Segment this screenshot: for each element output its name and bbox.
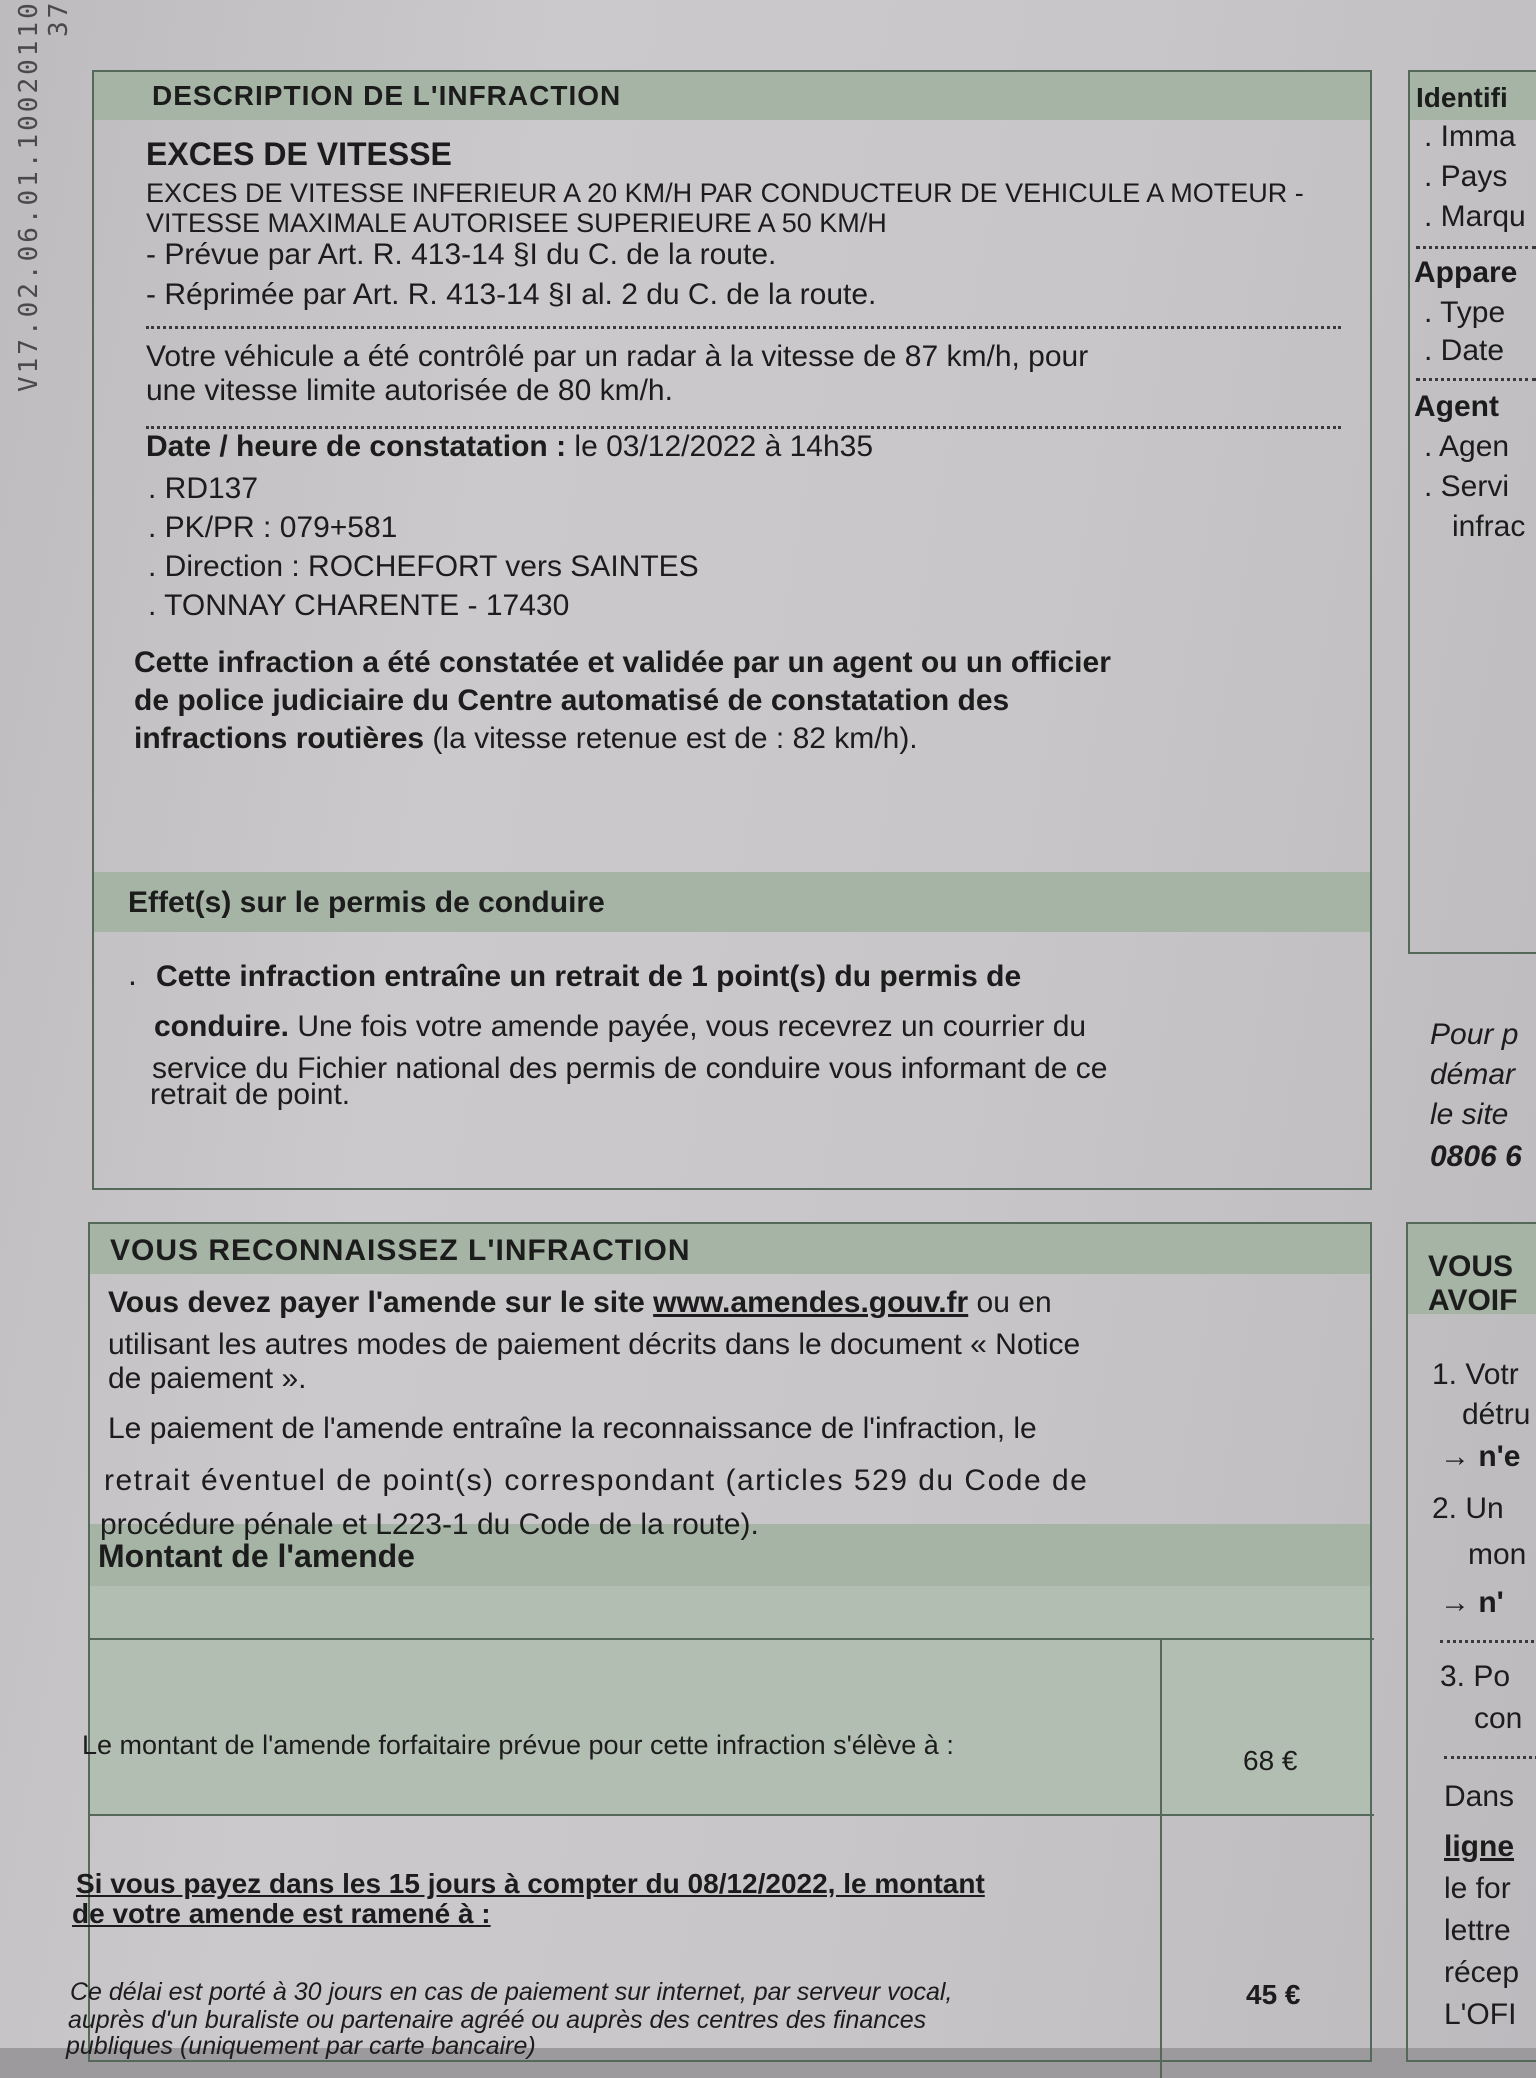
contest-header-2: AVOIF <box>1428 1284 1518 1317</box>
legal-line-3: procédure pénale et L223-1 du Code de la route). <box>100 1508 759 1541</box>
radar-line-1: Votre véhicule a été contrôlé par un radar à la vitesse de 87 km/h, pour <box>146 340 1089 373</box>
location-direction: . Direction : ROCHEFORT vers SAINTES <box>148 550 699 583</box>
contest-header-bar <box>1408 1224 1536 1317</box>
permis-line-3: service du Fichier national des permis de conduire vous informant de ce <box>152 1052 1108 1085</box>
ofi-text: L'OFI <box>1444 1998 1517 2031</box>
row-divider-top <box>90 1638 1374 1640</box>
service-item: . Servi <box>1424 470 1510 503</box>
article-prevue: - Prévue par Art. R. 413-14 §I du C. de la route. <box>146 238 777 271</box>
validation-rest: (la vitesse retenue est de : 82 km/h). <box>424 722 918 755</box>
permis-line-2-rest: Une fois votre amende payée, vous recevrez un courrier du <box>289 1010 1087 1043</box>
contest-item-3: 3. Po <box>1440 1660 1511 1693</box>
reconnaissance-header-bar <box>90 1224 1370 1274</box>
permis-bullet: . <box>128 956 137 992</box>
contest-item-3-cont: con <box>1474 1702 1523 1735</box>
right-divider-2 <box>1416 378 1536 381</box>
reconnaissance-header: VOUS RECONNAISSEZ L'INFRACTION <box>110 1234 691 1267</box>
infraction-subtitle-2: VITESSE MAXIMALE AUTORISEE SUPERIEURE A 50 KM/H <box>146 208 887 238</box>
site-text: le site <box>1430 1098 1509 1131</box>
appareil-heading: Appare <box>1414 256 1518 289</box>
delay-line-2: auprès d'un buraliste ou partenaire agréé ou auprès des centres des finances <box>68 2006 927 2034</box>
date-value: le 03/12/2022 à 14h35 <box>566 430 874 463</box>
minore-line-2: de votre amende est ramené à : <box>72 1898 491 1929</box>
contest-item-2: 2. Un <box>1432 1492 1504 1525</box>
permis-header: Effet(s) sur le permis de conduire <box>128 886 605 919</box>
permis-line-4: retrait de point. <box>150 1078 351 1111</box>
payment-line-3: de paiement ». <box>108 1362 307 1395</box>
location-road: . RD137 <box>148 472 259 505</box>
demarche-text: démar <box>1430 1058 1516 1091</box>
contest-arrow-1: → n'e <box>1440 1440 1521 1473</box>
location-commune: . TONNAY CHARENTE - 17430 <box>148 589 570 622</box>
article-reprimee: - Réprimée par Art. R. 413-14 §I al. 2 du C. de la route. <box>146 278 877 311</box>
margin-reference-code: V17.02.06.01.10020110 37 <box>14 0 74 392</box>
validation-line-1: Cette infraction a été constatée et validée par un agent ou un officier <box>134 646 1111 679</box>
payment-line-2: utilisant les autres modes de paiement décrits dans le document « Notice <box>108 1328 1081 1361</box>
date-heure-constatation <box>146 430 873 464</box>
right-divider-1 <box>1416 246 1536 249</box>
divider-2 <box>146 426 1341 429</box>
agent-item: . Agen <box>1424 430 1510 463</box>
phone-text: 0806 6 <box>1430 1140 1522 1173</box>
contest-item-2-cont: mon <box>1468 1538 1527 1571</box>
agent-heading: Agent <box>1414 390 1499 423</box>
infraction-subtitle-1: EXCES DE VITESSE INFERIEUR A 20 KM/H PAR CONDUCTEUR DE VEHICULE A MOTEUR - <box>146 178 1304 208</box>
identification-header: Identifi <box>1416 82 1508 113</box>
contest-item-1-cont: détru <box>1462 1398 1531 1431</box>
identification-header-bar <box>1410 72 1536 120</box>
lettre-text: lettre <box>1444 1914 1511 1947</box>
permis-header-bar <box>94 872 1370 932</box>
infraction-title: EXCES DE VITESSE <box>146 136 452 172</box>
infraction-item: infrac <box>1452 510 1526 543</box>
legal-line-1: Le paiement de l'amende entraîne la reconnaissance de l'infraction, le <box>108 1412 1037 1445</box>
minore-amount: 45 € <box>1246 1979 1301 2010</box>
forfait-row <box>90 1586 1370 1814</box>
ligne-text: ligne <box>1444 1830 1515 1863</box>
amount-column-divider <box>1160 1638 1162 2078</box>
legal-line-2: retrait éventuel de point(s) correspondant (articles 529 du Code de <box>104 1464 1089 1497</box>
formulaire-text: le for <box>1444 1872 1511 1905</box>
permis-line-2 <box>154 1010 1086 1044</box>
forfait-label: Le montant de l'amende forfaitaire prévue pour cette infraction s'élève à : <box>82 1730 954 1760</box>
delay-line-1: Ce délai est porté à 30 jours en cas de paiement sur internet, par serveur vocal, <box>70 1978 953 2006</box>
description-header: DESCRIPTION DE L'INFRACTION <box>152 80 622 111</box>
forfait-amount: 68 € <box>1243 1745 1298 1776</box>
radar-line-2: une vitesse limite autorisée de 80 km/h. <box>146 374 673 407</box>
validation-line-3 <box>134 722 918 756</box>
payment-bold: Vous devez payer l'amende sur le site <box>108 1286 654 1319</box>
contest-arrow-2: → n' <box>1440 1586 1504 1619</box>
contest-header-1: VOUS <box>1428 1250 1514 1283</box>
permis-line-2-bold: conduire. <box>154 1010 290 1043</box>
validation-line-2: de police judiciaire du Centre automatisé de constatation des <box>134 684 1010 717</box>
immat-item: . Imma <box>1424 120 1516 153</box>
pays-item: . Pays <box>1424 160 1508 193</box>
payment-line-1 <box>108 1286 1052 1320</box>
row-divider-bottom <box>90 1814 1374 1816</box>
permis-line-1: Cette infraction entraîne un retrait de 1 point(s) du permis de <box>156 960 1022 993</box>
montant-header: Montant de l'amende <box>98 1538 415 1574</box>
date-label: Date / heure de constatation : <box>146 430 567 463</box>
contest-item-1: 1. Votr <box>1432 1358 1519 1391</box>
delay-line-3: publiques (uniquement par carte bancaire) <box>66 2032 536 2060</box>
description-header-bar <box>94 72 1370 120</box>
date-item: . Date <box>1424 334 1505 367</box>
pour-text: Pour p <box>1430 1018 1519 1051</box>
location-pkpr: . PK/PR : 079+581 <box>148 511 398 544</box>
right-divider-3 <box>1440 1640 1536 1643</box>
amendes-website-link[interactable]: www.amendes.gouv.fr <box>653 1286 969 1319</box>
marque-item: . Marqu <box>1424 200 1526 233</box>
reception-text: récep <box>1444 1956 1520 1989</box>
payment-rest: ou en <box>968 1286 1052 1319</box>
right-divider-4 <box>1444 1756 1536 1759</box>
validation-bold: infractions routières <box>134 722 425 755</box>
divider-1 <box>146 326 1341 329</box>
minore-line-1: Si vous payez dans les 15 jours à compter du 08/12/2022, le montant <box>76 1868 985 1899</box>
dans-text: Dans <box>1444 1780 1515 1813</box>
type-item: . Type <box>1424 296 1506 329</box>
